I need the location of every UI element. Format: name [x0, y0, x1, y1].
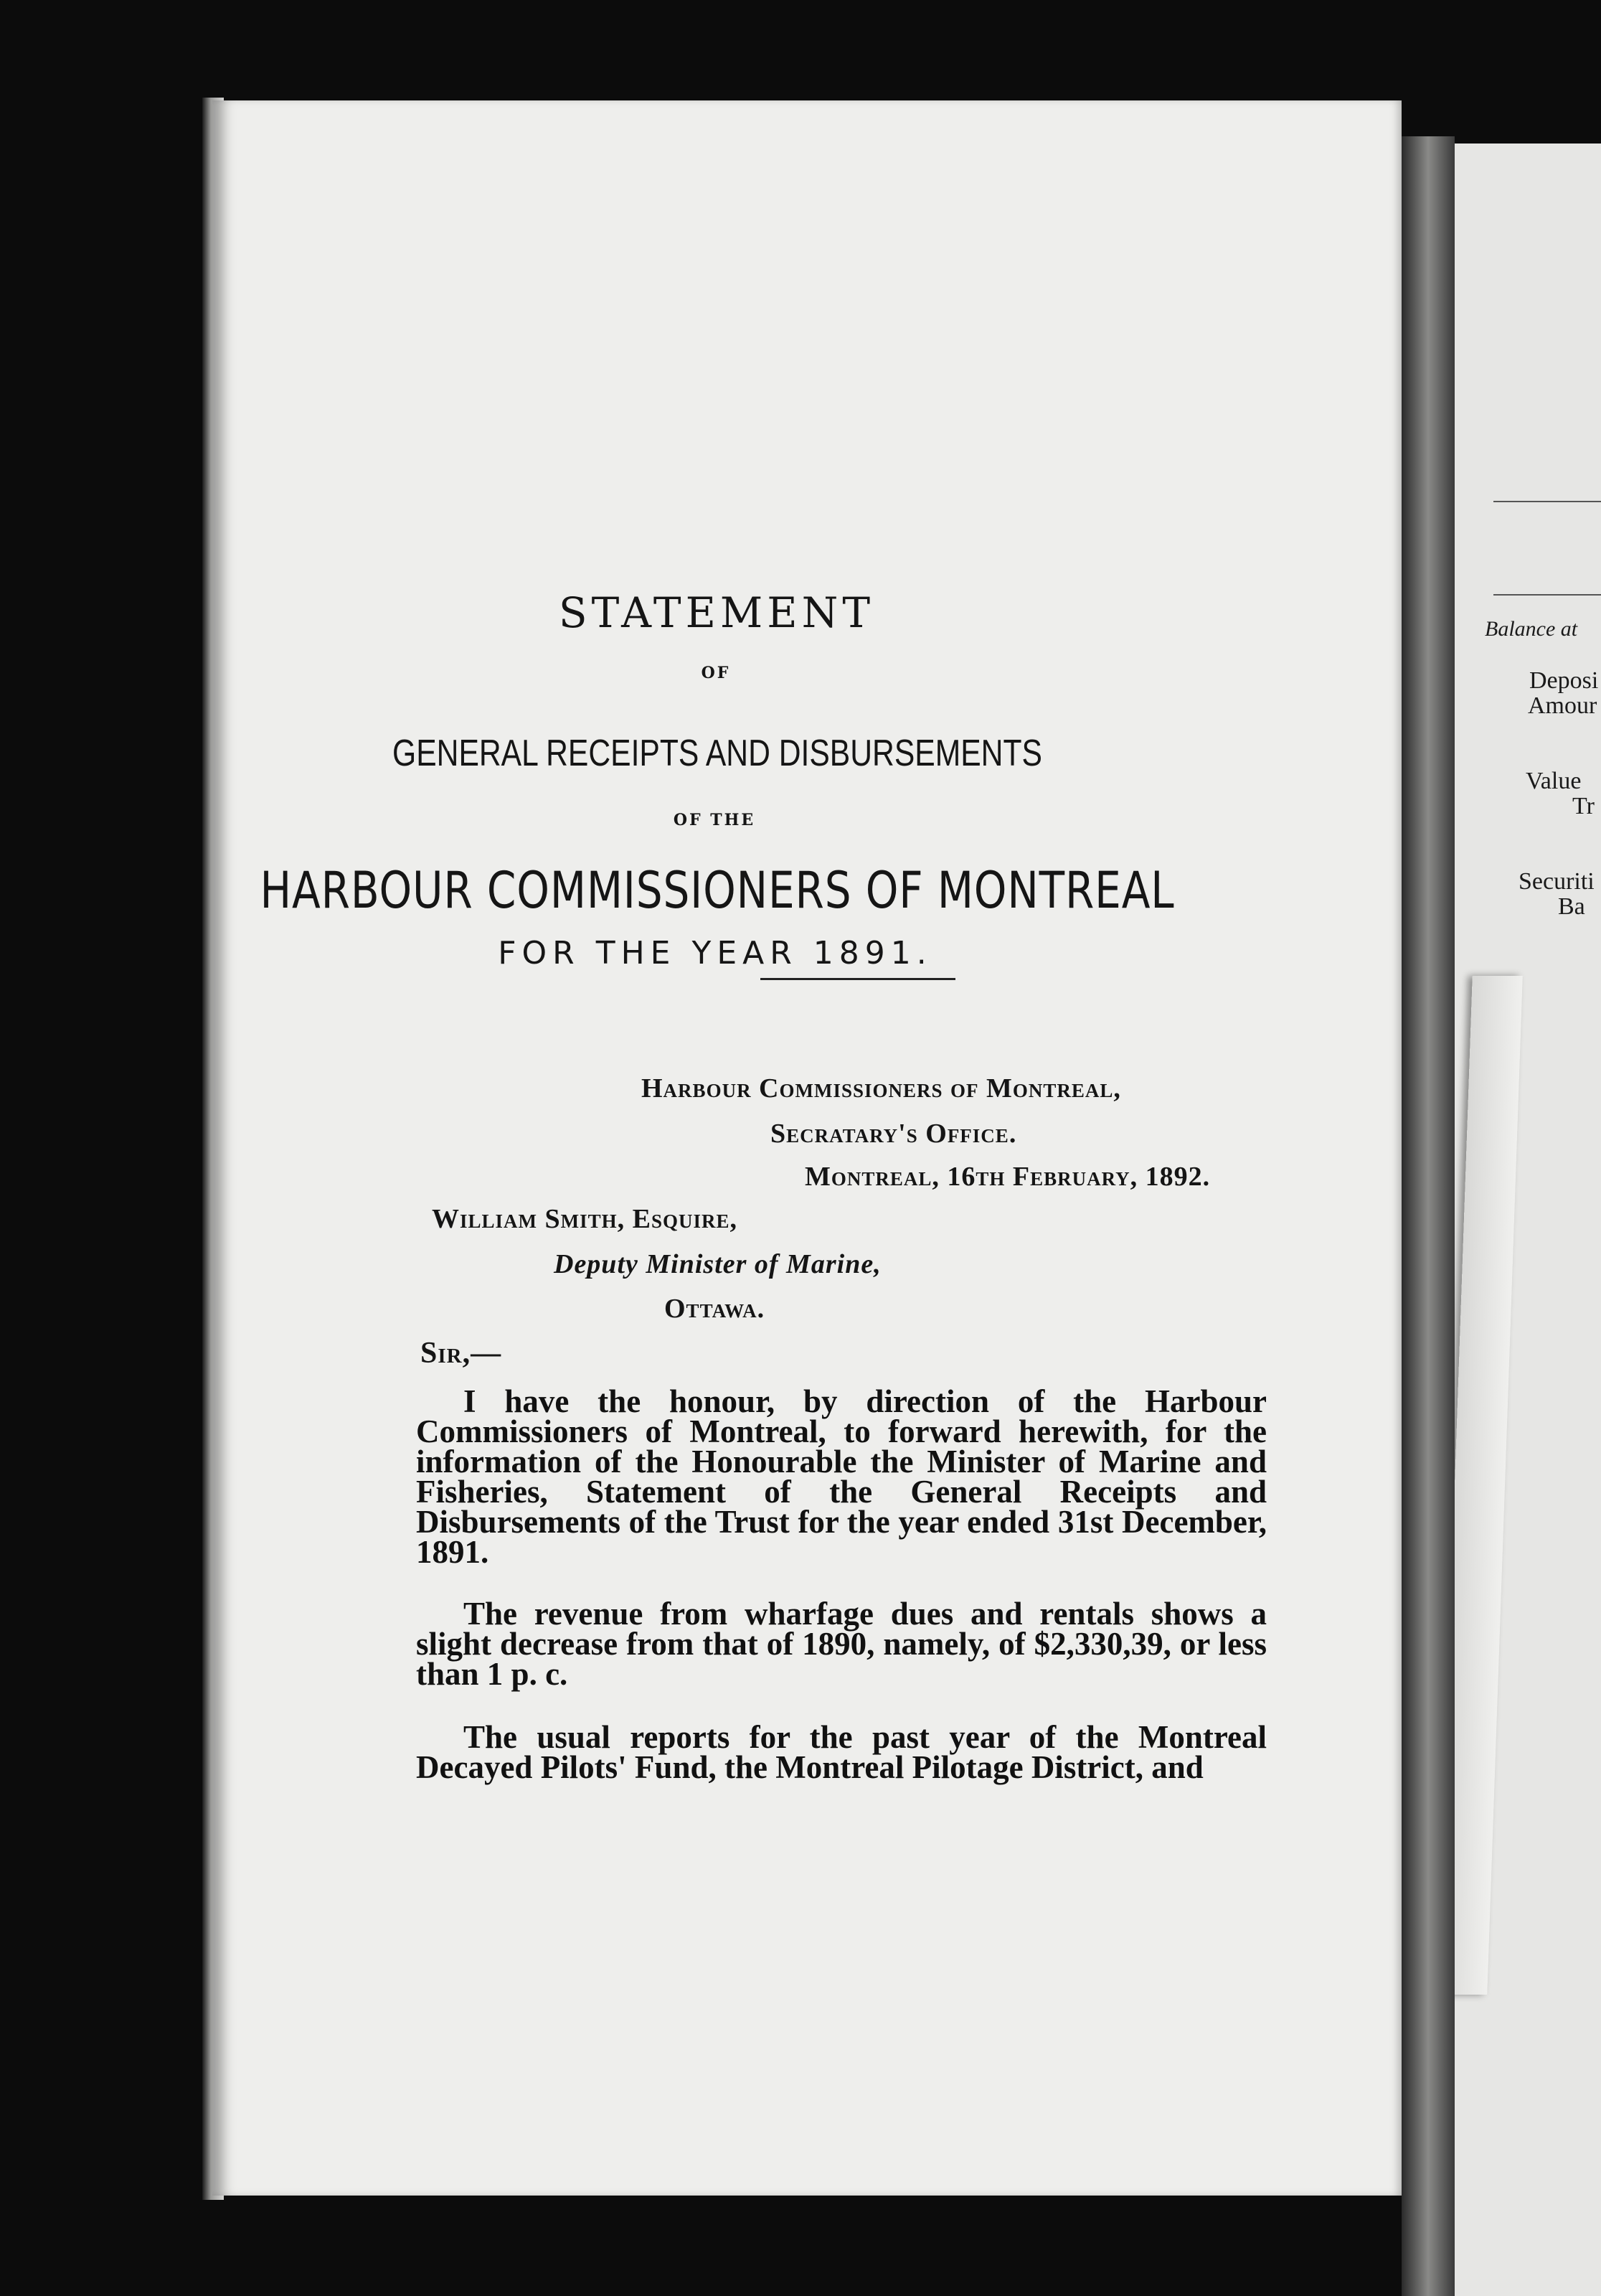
document-page — [212, 100, 1402, 2196]
right-page-balance: Balance at — [1485, 617, 1578, 641]
paragraph-2: The revenue from wharfage dues and rentals shows a slight decrease from that of 1890, namely, of $2,330,39, or less than 1 p. c. — [416, 1596, 1267, 1692]
right-page-rule — [1493, 594, 1601, 596]
right-page-ba: Ba — [1558, 893, 1585, 920]
right-page-rule — [1493, 501, 1601, 502]
paragraph-3: The usual reports for the past year of the Montreal Decayed Pilots' Fund, the Montreal Pilotage District, and — [416, 1719, 1267, 1785]
book-gutter — [1402, 136, 1455, 2296]
heading-of-the: OF THE — [673, 811, 756, 829]
right-page-amount: Amour — [1528, 692, 1597, 719]
addressee-title: Deputy Minister of Marine, — [554, 1249, 882, 1279]
letterhead-line-3: Montreal, 16th February, 1892. — [805, 1162, 1211, 1192]
heading-harbour-commissioners: HARBOUR COMMISSIONERS OF MONTREAL — [260, 861, 1175, 920]
addressee-name: William Smith, Esquire, — [432, 1204, 738, 1234]
right-page-value: Value — [1526, 768, 1582, 794]
heading-statement: STATEMENT — [558, 588, 875, 637]
letterhead-line-2: Secratary's Office. — [770, 1119, 1017, 1149]
paragraph-1: I have the honour, by direction of the Harbour Commissioners of Montreal, to forward herewith, for the information of the Honourable the Minister of Marine and Fisheries, Statement of the General Receipts and Disbursements of the Trust for the year ended 31st December, 1891. — [416, 1383, 1267, 1570]
heading-general-receipts: GENERAL RECEIPTS AND DISBURSEMENTS — [392, 733, 1042, 774]
heading-divider — [760, 978, 955, 980]
heading-of: OF — [701, 664, 731, 682]
heading-year: FOR THE YEAR 1891. — [498, 935, 932, 971]
addressee-city: Ottawa. — [664, 1294, 765, 1324]
letterhead-line-1: Harbour Commissioners of Montreal, — [641, 1073, 1121, 1104]
right-page-tr: Tr — [1572, 793, 1595, 819]
right-page-securities: Securiti — [1519, 868, 1595, 895]
salutation: Sir,— — [420, 1337, 502, 1370]
right-page-deposit: Deposi — [1529, 667, 1599, 694]
